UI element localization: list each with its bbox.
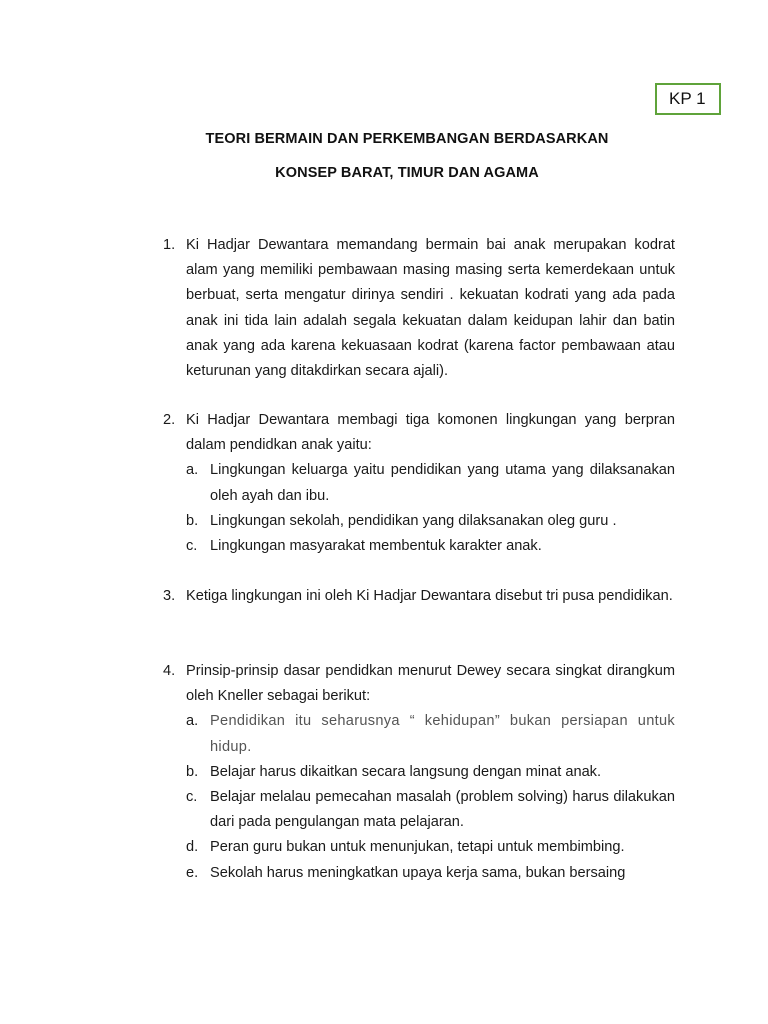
document-title-line-1: TEORI BERMAIN DAN PERKEMBANGAN BERDASARKAN bbox=[205, 131, 609, 147]
sub-item-text: Belajar melalau pemecahan masalah (problem solving) harus dilakukan dari pada pengulangan mata pelajaran. bbox=[210, 789, 675, 831]
sub-item-text: Lingkungan masyarakat membentuk karakter anak. bbox=[210, 538, 542, 555]
sub-item-letter: e. bbox=[186, 864, 199, 881]
sub-item-letter: c. bbox=[186, 538, 198, 555]
sub-item-b bbox=[186, 760, 675, 785]
sub-item-d bbox=[186, 835, 675, 860]
sub-item-e bbox=[186, 861, 675, 886]
sub-list bbox=[186, 458, 675, 559]
list-item-3 bbox=[163, 584, 675, 609]
kp-badge: KP 1 bbox=[655, 83, 721, 115]
list-item-number: 4. bbox=[163, 663, 176, 679]
list-item-number: 1. bbox=[163, 237, 176, 253]
list-item-1 bbox=[163, 233, 675, 384]
sub-item-a bbox=[186, 458, 675, 508]
list-item-2 bbox=[163, 408, 675, 559]
list-item-4 bbox=[163, 659, 675, 886]
sub-item-letter: c. bbox=[186, 789, 198, 806]
sub-item-text: Pendidikan itu seharusnya “ kehidupan” bukan persiapan untuk hidup. bbox=[210, 713, 675, 755]
sub-item-c bbox=[186, 534, 675, 559]
list-item-text: Ki Hadjar Dewantara memandang bermain bai anak merupakan kodrat alam yang memiliki pembawaan masing masing serta kemerdekaan untuk berbuat, serta mengatur dirinya sendiri . kekuatan kodrati yang ada pada anak ini tida lain adalah segala kekuatan dalam keidupan lahir dan batin anak yang ada karena kekuasaan kodrat (karena factor pembawaan atau keturunan yang ditakdirkan secara ajali). bbox=[186, 237, 675, 380]
list-item-text: Prinsip-prinsip dasar pendidkan menurut Dewey secara singkat dirangkum oleh Kneller sebagai berikut: bbox=[186, 663, 675, 705]
sub-item-letter: a. bbox=[186, 713, 199, 730]
list-item-text: Ki Hadjar Dewantara membagi tiga komonen lingkungan yang berpran dalam pendidkan anak yaitu: bbox=[186, 412, 675, 454]
sub-item-b bbox=[186, 509, 675, 534]
list-item-number: 3. bbox=[163, 588, 176, 604]
document-title-line-2: KONSEP BARAT, TIMUR DAN AGAMA bbox=[275, 165, 539, 181]
sub-item-text: Sekolah harus meningkatkan upaya kerja sama, bukan bersaing bbox=[210, 864, 626, 881]
list-item-text: Ketiga lingkungan ini oleh Ki Hadjar Dewantara disebut tri pusa pendidikan. bbox=[186, 588, 673, 604]
sub-item-c bbox=[186, 785, 675, 835]
sub-item-a bbox=[186, 709, 675, 759]
list-item-number: 2. bbox=[163, 412, 176, 428]
sub-item-text: Lingkungan sekolah, pendidikan yang dilaksanakan oleg guru . bbox=[210, 512, 617, 529]
sub-item-text: Peran guru bukan untuk menunjukan, tetapi untuk membimbing. bbox=[210, 839, 625, 856]
sub-list bbox=[186, 709, 675, 885]
sub-item-letter: b. bbox=[186, 512, 199, 529]
sub-item-letter: b. bbox=[186, 763, 199, 780]
sub-item-text: Lingkungan keluarga yaitu pendidikan yang utama yang dilaksanakan oleh ayah dan ibu. bbox=[210, 462, 675, 504]
sub-item-letter: a. bbox=[186, 462, 199, 479]
sub-item-text: Belajar harus dikaitkan secara langsung dengan minat anak. bbox=[210, 763, 602, 780]
sub-item-letter: d. bbox=[186, 839, 199, 856]
